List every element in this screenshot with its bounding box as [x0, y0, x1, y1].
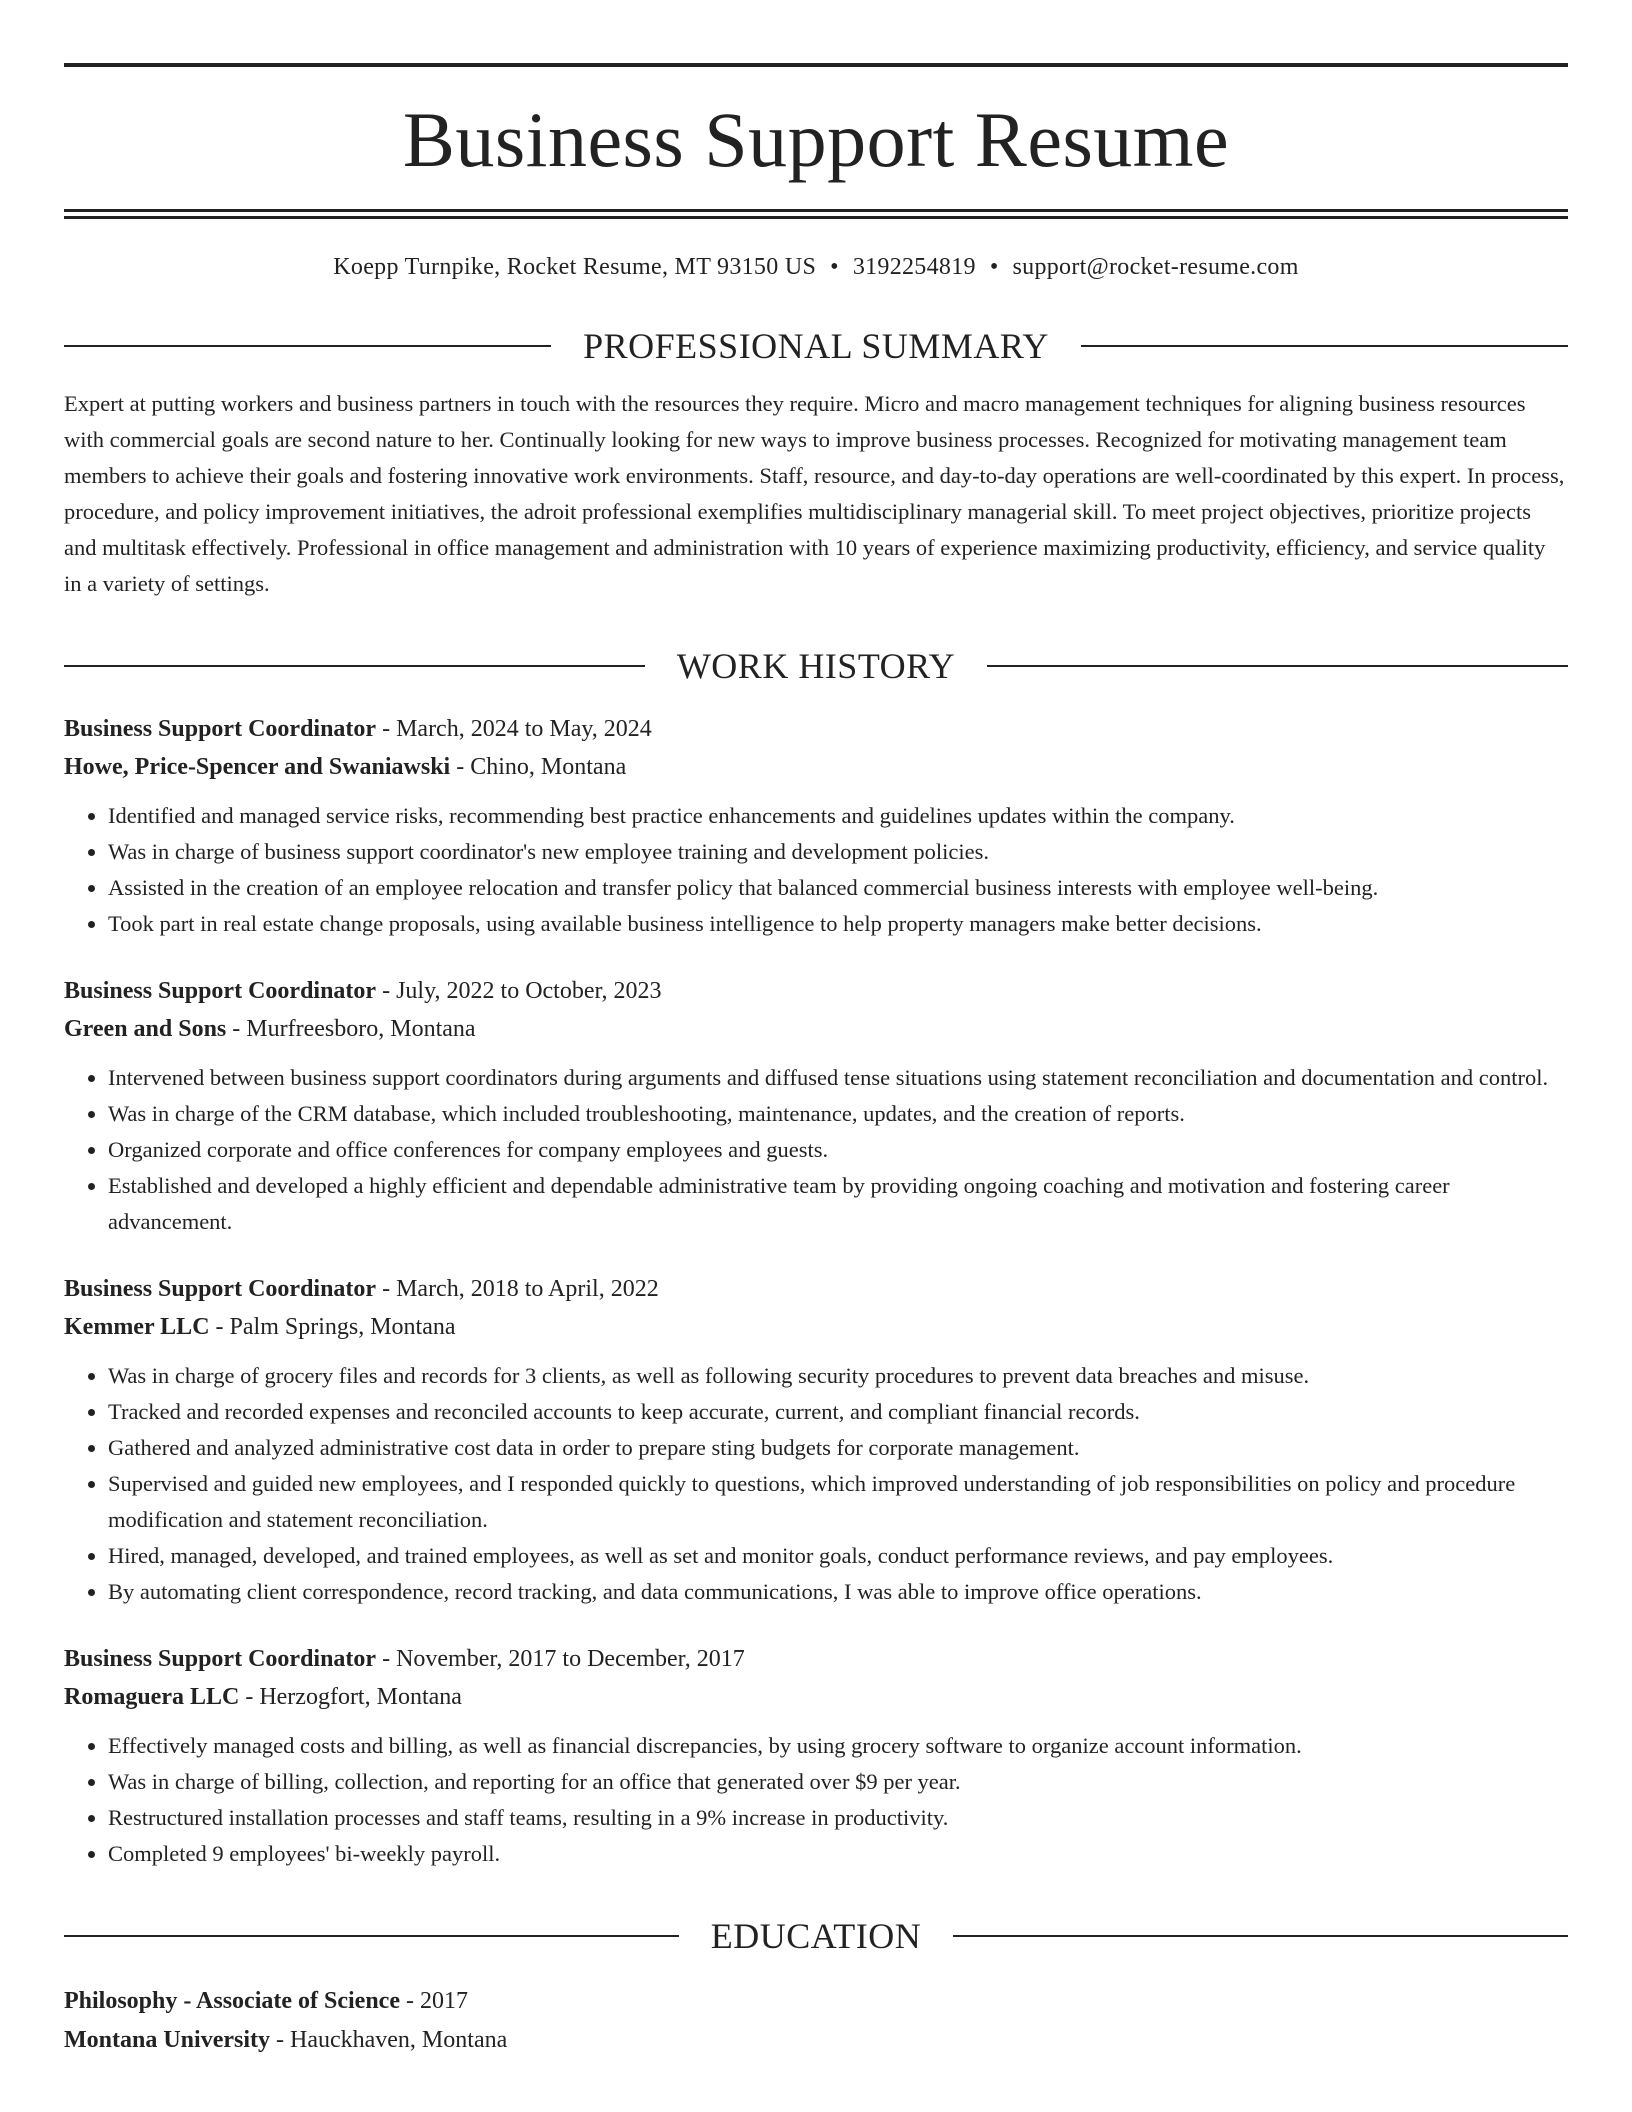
section-title-work-history: WORK HISTORY — [676, 645, 956, 686]
job-bullet: • Effectively managed costs and billing, as well as financial discrepancies, by using grocery software to organize account information. — [108, 1728, 1568, 1764]
job-company: Howe, Price-Spencer and Swaniawski — [64, 753, 451, 780]
contact-email: support@rocket-resume.com — [1012, 254, 1299, 280]
job-location: - Herzogfort, Montana — [239, 1683, 462, 1710]
job-bullet: • Was in charge of billing, collection, and reporting for an office that generated over $9 per year. — [108, 1764, 1568, 1800]
job-title-line — [64, 710, 1568, 748]
job-bullet: • Identified and managed service risks, recommending best practice enhancements and guidelines updates within the company. — [108, 798, 1568, 834]
job-company: Kemmer LLC — [64, 1313, 210, 1340]
job-bullets — [64, 1728, 1568, 1872]
education-school-line — [64, 2021, 1568, 2060]
job-dates: - July, 2022 to October, 2023 — [376, 977, 662, 1004]
title-double-rule — [64, 209, 1568, 219]
education-school: Montana University — [64, 2026, 270, 2053]
job-title-line — [64, 1270, 1568, 1308]
section-rule-left — [64, 665, 645, 667]
section-title-summary: PROFESSIONAL SUMMARY — [583, 325, 1049, 366]
job-bullet: • Assisted in the creation of an employee relocation and transfer policy that balanced commercial business interests with employee well-being. — [108, 870, 1568, 906]
job-bullet: • Hired, managed, developed, and trained employees, as well as set and monitor goals, conduct performance reviews, and pay employees. — [108, 1538, 1568, 1574]
section-rule-right — [987, 665, 1568, 667]
contact-separator: • — [989, 254, 999, 280]
job-location: - Chino, Montana — [450, 753, 627, 780]
job-company-line — [64, 1308, 1568, 1346]
job-bullet: • Supervised and guided new employees, and I responded quickly to questions, which improved understanding of job responsibilities on policy and procedure modification and statement reconciliation. — [108, 1466, 1568, 1538]
section-header-summary — [64, 325, 1568, 366]
job-bullet: • Was in charge of grocery files and records for 3 clients, as well as following security procedures to prevent data breaches and misuse. — [108, 1358, 1568, 1394]
job-title: Business Support Coordinator — [64, 1645, 377, 1672]
job-company: Romaguera LLC — [64, 1683, 240, 1710]
job-title: Business Support Coordinator — [64, 715, 377, 742]
job-company-line — [64, 748, 1568, 786]
contact-separator: • — [830, 254, 839, 280]
job-title-line — [64, 972, 1568, 1010]
job-dates: - March, 2018 to April, 2022 — [376, 1275, 659, 1302]
job-bullet: • By automating client correspondence, record tracking, and data communications, I was able to improve office operations. — [108, 1574, 1568, 1610]
job-bullet: • Took part in real estate change proposals, using available business intelligence to help property managers make better decisions. — [108, 906, 1568, 942]
job-bullet: • Was in charge of the CRM database, which included troubleshooting, maintenance, updates, and the creation of reports. — [108, 1096, 1568, 1132]
job-title-line — [64, 1640, 1568, 1678]
job-title: Business Support Coordinator — [64, 977, 377, 1004]
job-bullets — [64, 1358, 1568, 1610]
job-bullet: • Completed 9 employees' bi-weekly payroll. — [108, 1836, 1568, 1872]
education-location: - Hauckhaven, Montana — [270, 2026, 508, 2053]
job-entry — [64, 710, 1568, 942]
section-rule-right — [953, 1935, 1568, 1937]
job-company-line — [64, 1010, 1568, 1048]
job-bullet: • Established and developed a highly efficient and dependable administrative team by providing ongoing coaching and motivation and fostering career advancement. — [108, 1168, 1568, 1240]
job-entry — [64, 1640, 1568, 1872]
contact-address: Koepp Turnpike, Rocket Resume, MT 93150 US — [333, 254, 817, 280]
resume-page — [64, 0, 1568, 2060]
job-bullet: • Organized corporate and office conferences for company employees and guests. — [108, 1132, 1568, 1168]
job-bullets — [64, 1060, 1568, 1240]
section-rule-right — [1081, 345, 1568, 347]
section-rule-left — [64, 1935, 679, 1937]
job-company: Green and Sons — [64, 1015, 227, 1042]
job-entry — [64, 972, 1568, 1240]
job-bullet: • Was in charge of business support coordinator's new employee training and development policies. — [108, 834, 1568, 870]
work-history-list — [64, 710, 1568, 1872]
job-title: Business Support Coordinator — [64, 1275, 377, 1302]
education-entry — [64, 1982, 1568, 2060]
job-bullet: • Gathered and analyzed administrative cost data in order to prepare sting budgets for corporate management. — [108, 1430, 1568, 1466]
job-location: - Palm Springs, Montana — [209, 1313, 456, 1340]
education-degree: Philosophy - Associate of Science — [64, 1987, 400, 2014]
education-year: - 2017 — [400, 1987, 468, 2014]
job-bullet: • Intervened between business support coordinators during arguments and diffused tense situations using statement reconciliation and documentation and control. — [108, 1060, 1568, 1096]
section-rule-left — [64, 345, 551, 347]
top-rule — [64, 63, 1568, 67]
job-entry — [64, 1270, 1568, 1610]
section-header-education — [64, 1915, 1568, 1956]
job-bullets — [64, 798, 1568, 942]
job-dates: - March, 2024 to May, 2024 — [376, 715, 652, 742]
section-header-work-history — [64, 645, 1568, 686]
job-bullet: • Restructured installation processes and staff teams, resulting in a 9% increase in productivity. — [108, 1800, 1568, 1836]
professional-summary-text: Expert at putting workers and business partners in touch with the resources they require. Micro and macro management techniques for aligning business resources with commercial goals are second nature to her. Continually looking for new ways to improve business processes. Recognized for motivating management team members to achieve their goals and fostering innovative work environments. Staff, resource, and day-to-day operations are well-coordinated by this expert. In process, procedure, and policy improvement initiatives, the adroit professional exemplifies multidisciplinary managerial skill. To meet project objectives, prioritize projects and multitask effectively. Professional in office management and administration with 10 years of experience maximizing productivity, efficiency, and service quality in a variety of settings. — [64, 390, 1565, 596]
contact-line — [64, 253, 1568, 282]
section-title-education: EDUCATION — [710, 1915, 922, 1956]
education-degree-line — [64, 1982, 1568, 2021]
contact-phone: 3192254819 — [852, 254, 976, 280]
resume-title: Business Support Resume — [402, 96, 1230, 183]
job-company-line — [64, 1678, 1568, 1716]
job-dates: - November, 2017 to December, 2017 — [376, 1645, 745, 1672]
job-location: - Murfreesboro, Montana — [226, 1015, 476, 1042]
job-bullet: • Tracked and recorded expenses and reconciled accounts to keep accurate, current, and compliant financial records. — [108, 1394, 1568, 1430]
